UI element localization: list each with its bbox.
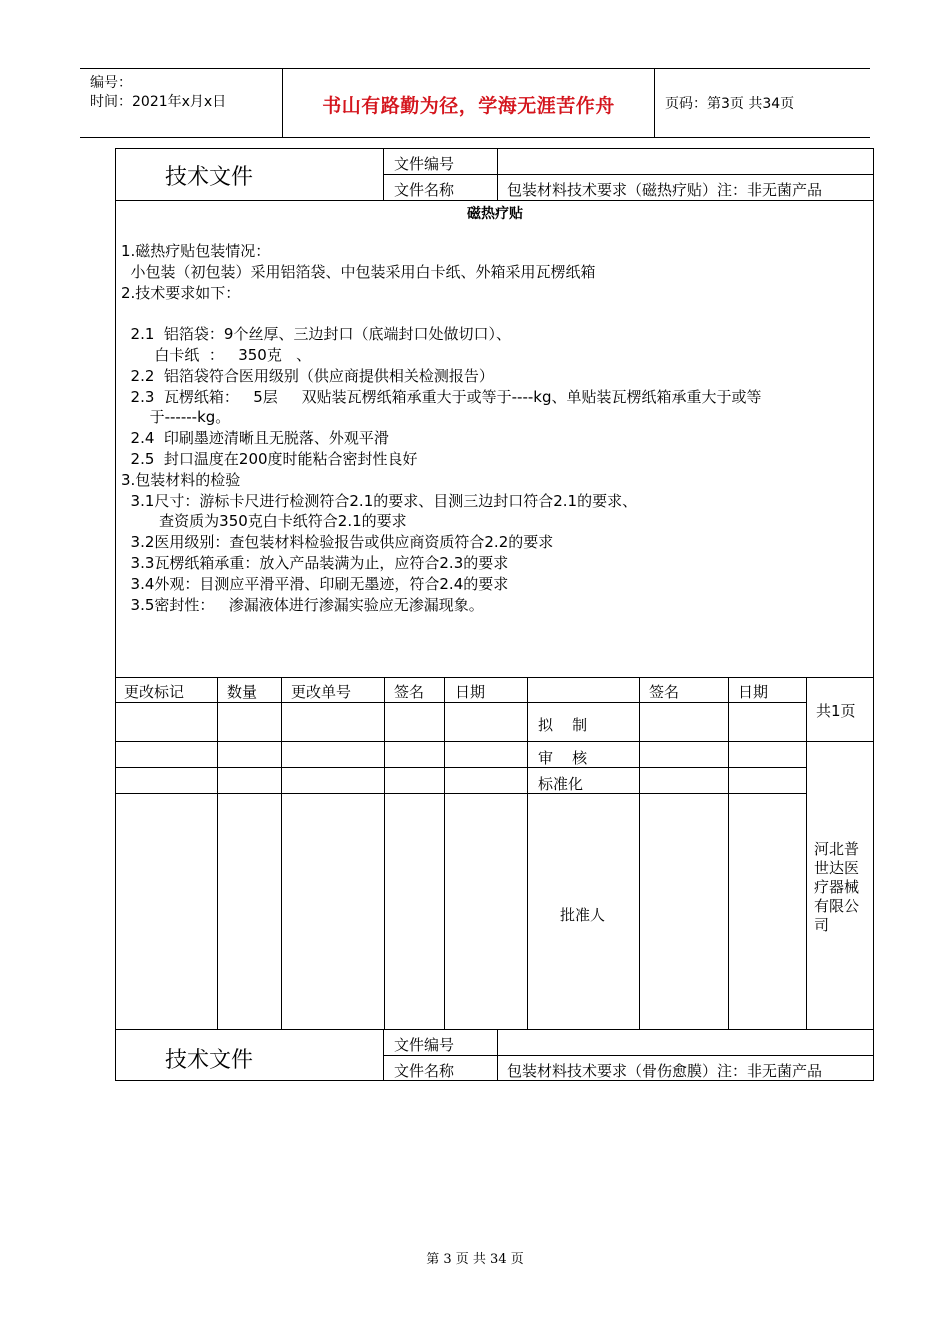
header-motto-cell <box>283 69 655 137</box>
content-line: 3.2医用级别：查包装材料检验报告或供应商资质符合2.2的要求 <box>121 533 554 552</box>
content-line: 查资质为350克白卡纸符合2.1的要求 <box>121 512 407 531</box>
file-no-label-2: 文件编号 <box>394 1036 455 1054</box>
role-review: 审 核 <box>538 749 588 767</box>
content-line: 2.3 瓦楞纸箱： 5层 双贴装瓦楞纸箱承重大于或等于----kg、单贴装瓦楞纸箱承重大于或等 <box>121 387 762 406</box>
company-name: 河北普世达医疗器械有限公司 <box>814 840 860 934</box>
content-line: 于------kg。 <box>121 408 231 427</box>
content-line: 2.技术要求如下： <box>121 283 241 302</box>
file-name-value: 包装材料技术要求（磁热疗贴）注：非无菌产品 <box>507 181 823 199</box>
content-line: 白卡纸 ： 350克 、 <box>121 345 312 364</box>
file-name-label: 文件名称 <box>394 181 455 199</box>
header-sign-2: 签名 <box>649 683 680 701</box>
content-line: 3.4外观：目测应平滑平滑、印刷无墨迹，符合2.4的要求 <box>121 574 509 593</box>
content-line: 3.5密封性： 渗漏液体进行渗漏实验应无渗漏现象。 <box>121 595 484 614</box>
role-approver: 批准人 <box>560 906 606 924</box>
header-quantity: 数量 <box>227 683 258 701</box>
header-signature: 签名 <box>394 683 425 701</box>
motto-text: 书山有路勤为径，学海无涯苦作舟 <box>322 95 615 117</box>
content-line: 2.1 铝箔袋：9个丝厚、三边封口（底端封口处做切口）、 <box>121 325 511 344</box>
content-body <box>121 241 761 615</box>
content-line: 2.5 封口温度在200度时能粘合密封性良好 <box>121 449 418 468</box>
page-info: 页码：第3页 共34页 <box>665 96 795 112</box>
header-date: 日期 <box>455 683 486 701</box>
content-line: 3.包装材料的检验 <box>121 470 241 489</box>
content-line: 1.磁热疗贴包装情况： <box>121 242 271 260</box>
role-draft: 拟 制 <box>538 716 588 734</box>
header-page-cell <box>655 69 870 137</box>
content-line <box>121 303 761 324</box>
file-no-label: 文件编号 <box>394 155 455 173</box>
file-name-label-2: 文件名称 <box>394 1062 455 1080</box>
content-heading: 磁热疗贴 <box>467 206 523 222</box>
number-label: 编号： <box>90 75 132 91</box>
content-line: 3.3瓦楞纸箱承重：放入产品装满为止，应符合2.3的要求 <box>121 553 509 572</box>
header-change-mark: 更改标记 <box>124 683 185 701</box>
content-line: 2.2 铝箔袋符合医用级别（供应商提供相关检测报告） <box>121 366 494 385</box>
file-name-value-2: 包装材料技术要求（骨伤愈膜）注：非无菌产品 <box>507 1062 823 1080</box>
time-label: 时间：2021年x月x日 <box>90 94 227 110</box>
header-meta-cell <box>80 69 283 137</box>
role-standard: 标准化 <box>538 775 584 793</box>
page-footer: 第 3 页 共 34 页 <box>426 1252 524 1267</box>
content-line: 2.4 印刷墨迹清晰且无脱落、外观平滑 <box>121 429 389 448</box>
page-header <box>80 68 870 138</box>
content-line: 小包装（初包装）采用铝箔袋、中包装采用白卡纸、外箱采用瓦楞纸箱 <box>121 262 596 281</box>
content-line: 3.1尺寸：游标卡尺进行检测符合2.1的要求、目测三边封口符合2.1的要求、 <box>121 491 638 510</box>
total-pages: 共1页 <box>816 702 856 720</box>
doc-title-2: 技术文件 <box>165 1048 254 1073</box>
header-change-no: 更改单号 <box>291 683 352 701</box>
header-date-2: 日期 <box>738 683 769 701</box>
doc-title: 技术文件 <box>165 165 254 190</box>
